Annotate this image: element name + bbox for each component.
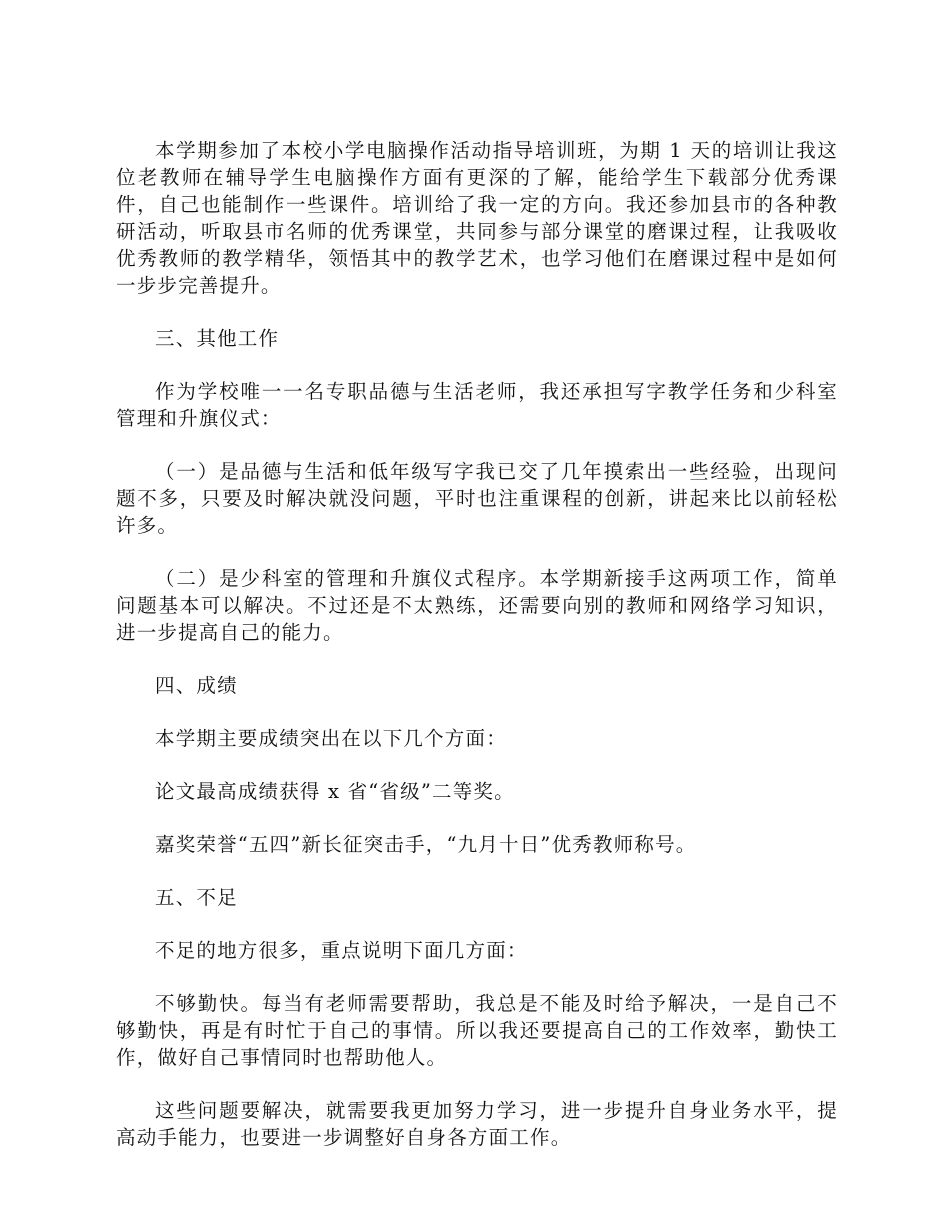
paragraph-conclusion: 这些问题要解决，就需要我更加努力学习，进一步提升自身业务水平，提高动手能力，也要进一步调整好自身各方面工作。 — [116, 1099, 838, 1149]
paragraph-shortcomings-intro: 不足的地方很多，重点说明下面几方面： — [155, 939, 528, 962]
paragraph-not-diligent: 不够勤快。每当有老师需要帮助，我总是不能及时给予解决，一是自己不够勤快，再是有时忙于自己的事情。所以我还要提高自己的工作效率，勤快工作，做好自己事情同时也帮助他人。 — [116, 992, 838, 1069]
paragraph-duties: 作为学校唯一一名专职品德与生活老师，我还承担写字教学任务和少科室管理和升旗仪式： — [116, 380, 838, 430]
heading-other-work: 三、其他工作 — [155, 327, 280, 350]
paragraph-item-one: （一）是品德与生活和低年级写字我已交了几年摸索出一些经验，出现问题不多，只要及时解决就没问题，平时也注重课程的创新，讲起来比以前轻松许多。 — [116, 460, 838, 537]
paragraph-item-two: （二）是少科室的管理和升旗仪式程序。本学期新接手这两项工作，简单问题基本可以解决。不过还是不太熟练，还需要向别的教师和网络学习知识，进一步提高自己的能力。 — [116, 567, 838, 644]
paragraph-training: 本学期参加了本校小学电脑操作活动指导培训班，为期 1 天的培训让我这位老教师在辅导学生电脑操作方面有更深的了解，能给学生下载部分优秀课件，自己也能制作一些课件。培训给了我一定的方向。我还参加县市的各种教研活动，听取县市名师的优秀课堂，共同参与部分课堂的磨课过程，让我吸收优秀教师的教学精华，领悟其中的教学艺术，也学习他们在磨课过程中是如何一步步完善提升。 — [116, 139, 838, 297]
paragraph-paper-award: 论文最高成绩获得 x 省“省级”二等奖。 — [155, 780, 515, 803]
paragraph-achievements-intro: 本学期主要成绩突出在以下几个方面： — [155, 727, 507, 750]
document-body — [116, 137, 838, 1177]
heading-shortcomings: 五、不足 — [155, 886, 238, 909]
heading-achievements: 四、成绩 — [155, 674, 238, 697]
paragraph-honors: 嘉奖荣誉“五四”新长征突击手，“九月十日”优秀教师称号。 — [155, 833, 697, 856]
